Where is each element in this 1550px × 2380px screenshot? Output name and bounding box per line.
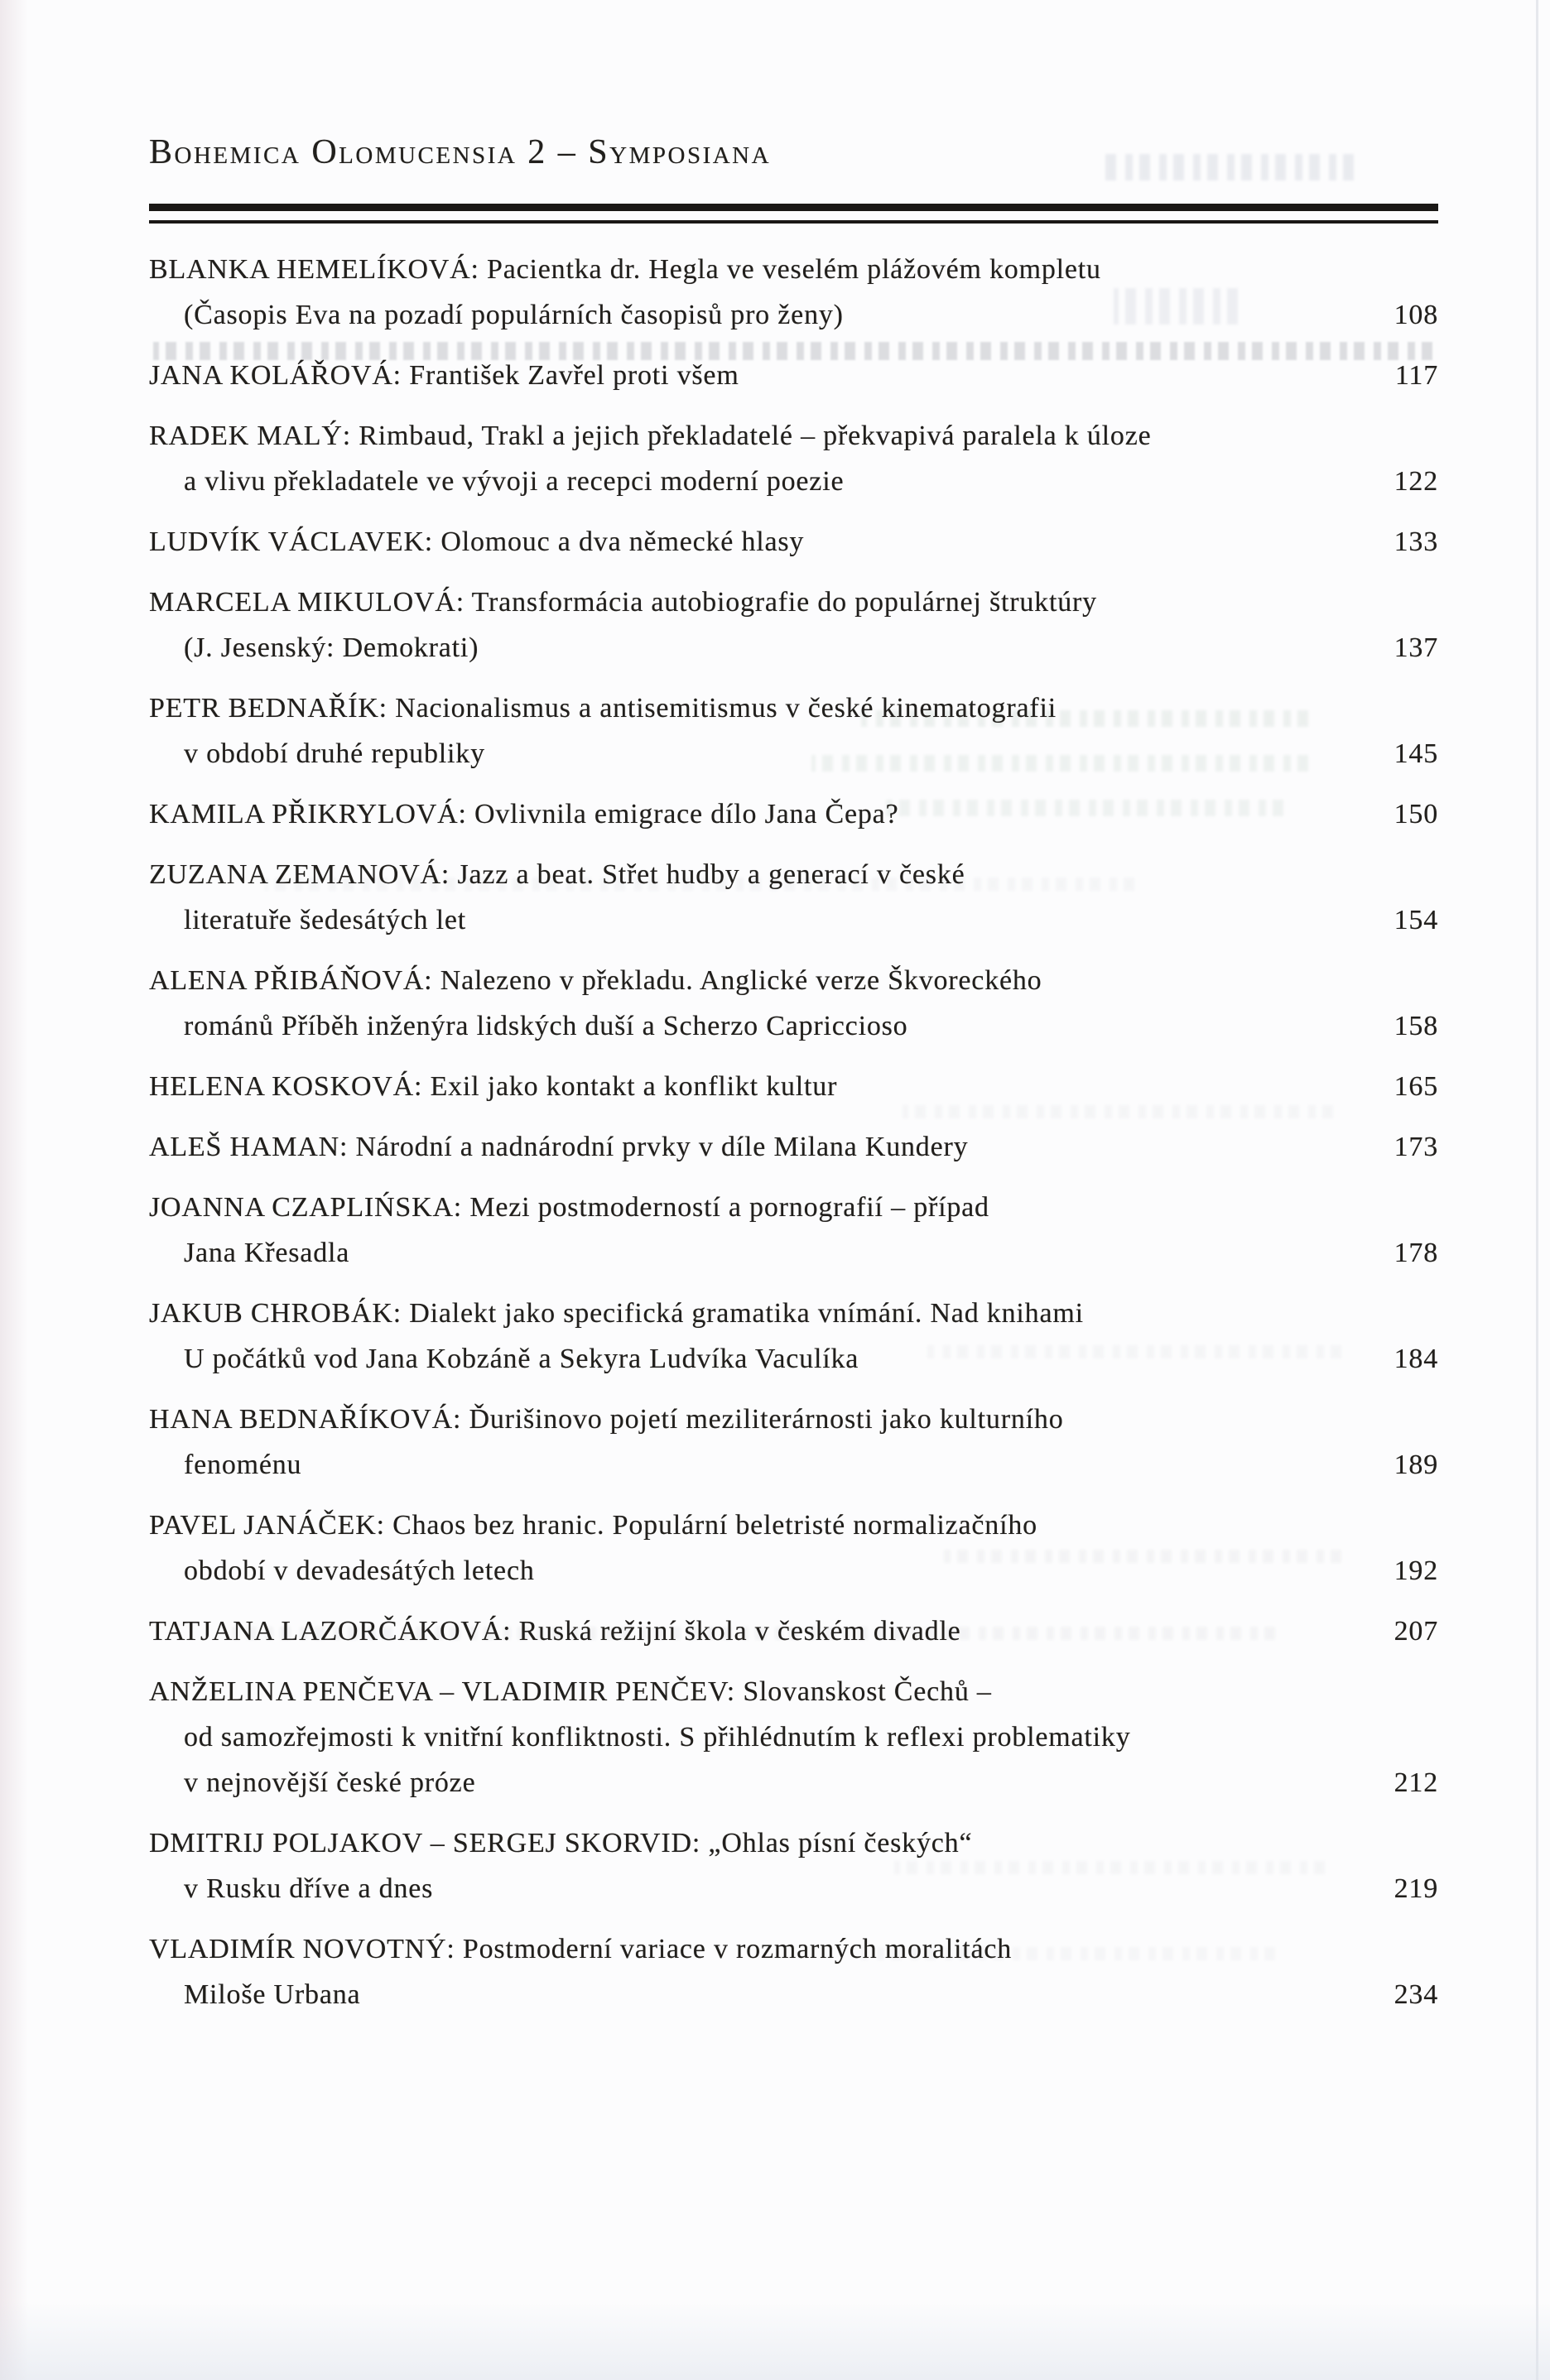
toc-entry [149, 1397, 1438, 1488]
toc-entry [149, 1124, 1438, 1170]
toc-page-number: 150 [1394, 799, 1438, 829]
toc-entry-line: Jana Křesadla [184, 1238, 350, 1268]
toc-entry-line: KAMILA PŘIKRYLOVÁ: Ovlivnila emigrace dílo Jana Čepa? [149, 799, 899, 829]
toc-page-number: 108 [1394, 300, 1438, 330]
toc-entry [149, 579, 1438, 671]
toc-entry-line: MARCELA MIKULOVÁ: Transformácia autobiografie do populárnej štruktúry [149, 587, 1097, 618]
toc-entry-line: v Rusku dříve a dnes [184, 1873, 434, 1904]
toc-entry-line: (Časopis Eva na pozadí populárních časopisů pro ženy) [184, 300, 844, 330]
toc-page-number: 234 [1394, 1979, 1438, 2010]
scan-edge-right [1536, 0, 1538, 2380]
toc-entry-line: fenoménu [184, 1450, 302, 1480]
toc-entry [149, 1503, 1438, 1594]
toc-page-number: 189 [1394, 1450, 1438, 1480]
toc-entry-line: BLANKA HEMELÍKOVÁ: Pacientka dr. Hegla ve veselém plážovém kompletu [149, 254, 1101, 285]
toc-page-number: 133 [1394, 526, 1438, 557]
toc-entry [149, 852, 1438, 943]
toc-entry-line: ALEŠ HAMAN: Národní a nadnárodní prvky v díle Milana Kundery [149, 1132, 969, 1162]
toc-entry-line: U počátků vod Jana Kobzáně a Sekyra Ludvíka Vaculíka [184, 1344, 859, 1374]
toc-entry-line: v nejnovější české próze [184, 1767, 476, 1798]
toc-page-number: 178 [1394, 1238, 1438, 1268]
toc-page-number: 154 [1394, 905, 1438, 935]
toc-entry-line: ALENA PŘIBÁŇOVÁ: Nalezeno v překladu. Anglické verze Škvoreckého [149, 965, 1042, 996]
toc-page-number: 117 [1394, 360, 1438, 391]
toc-entry-line: literatuře šedesátých let [184, 905, 466, 935]
toc-page-number: 137 [1394, 632, 1438, 663]
toc-page-number: 212 [1394, 1767, 1438, 1798]
toc-entry-line: HANA BEDNAŘÍKOVÁ: Ďurišinovo pojetí meziliterárnosti jako kulturního [149, 1404, 1064, 1435]
toc-entry-line: LUDVÍK VÁCLAVEK: Olomouc a dva německé hlasy [149, 526, 805, 557]
toc-entry-line: RADEK MALÝ: Rimbaud, Trakl a jejich překladatelé – překvapivá paralela k úloze [149, 421, 1152, 451]
toc-page-number: 207 [1394, 1616, 1438, 1647]
toc-entry-line: románů Příběh inženýra lidských duší a Scherzo Capriccioso [184, 1011, 908, 1041]
toc-entry-line: JAKUB CHROBÁK: Dialekt jako specifická gramatika vnímání. Nad knihami [149, 1298, 1084, 1329]
toc-entry [149, 1926, 1438, 2017]
toc-entry [149, 685, 1438, 777]
toc-page-number: 158 [1394, 1011, 1438, 1041]
toc-entry-line: DMITRIJ POLJAKOV – SERGEJ SKORVID: „Ohlas písní českých“ [149, 1828, 973, 1858]
toc-page-number: 184 [1394, 1344, 1438, 1374]
toc-entry-line: TATJANA LAZORČÁKOVÁ: Ruská režijní škola v českém divadle [149, 1616, 961, 1647]
toc-entry-line: Miloše Urbana [184, 1979, 361, 2010]
toc-entry [149, 1291, 1438, 1382]
running-head-title: Bohemica Olomucensia 2 – Symposiana [149, 133, 772, 171]
scan-edge-left [0, 0, 28, 2380]
toc-entry-line: VLADIMÍR NOVOTNÝ: Postmoderní variace v rozmarných moralitách [149, 1934, 1013, 1964]
toc-entry [149, 247, 1438, 338]
toc-entry-line: PETR BEDNAŘÍK: Nacionalismus a antisemitismus v české kinematografii [149, 693, 1057, 724]
toc-entry-line: HELENA KOSKOVÁ: Exil jako kontakt a konflikt kultur [149, 1071, 838, 1102]
toc-entry-line: JOANNA CZAPLIŃSKA: Mezi postmoderností a pornografií – případ [149, 1192, 989, 1223]
toc-entry [149, 1820, 1438, 1911]
toc-entry [149, 413, 1438, 504]
toc-entry [149, 353, 1438, 398]
toc-entry-line: ZUZANA ZEMANOVÁ: Jazz a beat. Střet hudby a generací v české [149, 859, 965, 890]
toc-entry [149, 519, 1438, 565]
toc-entry-line: JANA KOLÁŘOVÁ: František Zavřel proti všem [149, 360, 739, 391]
toc-page-number: 145 [1394, 738, 1438, 769]
toc-entry [149, 1669, 1438, 1805]
toc-entry [149, 791, 1438, 837]
toc-entry [149, 958, 1438, 1049]
toc-entry-line: od samozřejmosti k vnitřní konfliktnosti. S přihlédnutím k reflexi problematiky [184, 1722, 1131, 1753]
double-rule-divider [149, 204, 1438, 224]
toc-page-number: 165 [1394, 1071, 1438, 1102]
toc-page-number: 173 [1394, 1132, 1438, 1162]
toc-page-number: 122 [1394, 466, 1438, 497]
toc-page-number: 192 [1394, 1555, 1438, 1586]
toc-page-number: 219 [1394, 1873, 1438, 1904]
toc-entry-line: PAVEL JANÁČEK: Chaos bez hranic. Populární beletristé normalizačního [149, 1510, 1037, 1541]
toc-entry [149, 1608, 1438, 1654]
toc-list [149, 247, 1438, 2032]
toc-entry-line: ANŽELINA PENČEVA – VLADIMIR PENČEV: Slovanskost Čechů – [149, 1676, 992, 1707]
bleedthrough-artifact [1105, 154, 1354, 180]
toc-entry-line: a vlivu překladatele ve vývoji a recepci moderní poezie [184, 466, 845, 497]
toc-entry [149, 1185, 1438, 1276]
toc-entry-line: (J. Jesenský: Demokrati) [184, 632, 479, 663]
toc-entry-line: v období druhé republiky [184, 738, 485, 769]
toc-entry [149, 1064, 1438, 1109]
scan-edge-bottom [0, 2301, 1550, 2380]
toc-entry-line: období v devadesátých letech [184, 1555, 535, 1586]
